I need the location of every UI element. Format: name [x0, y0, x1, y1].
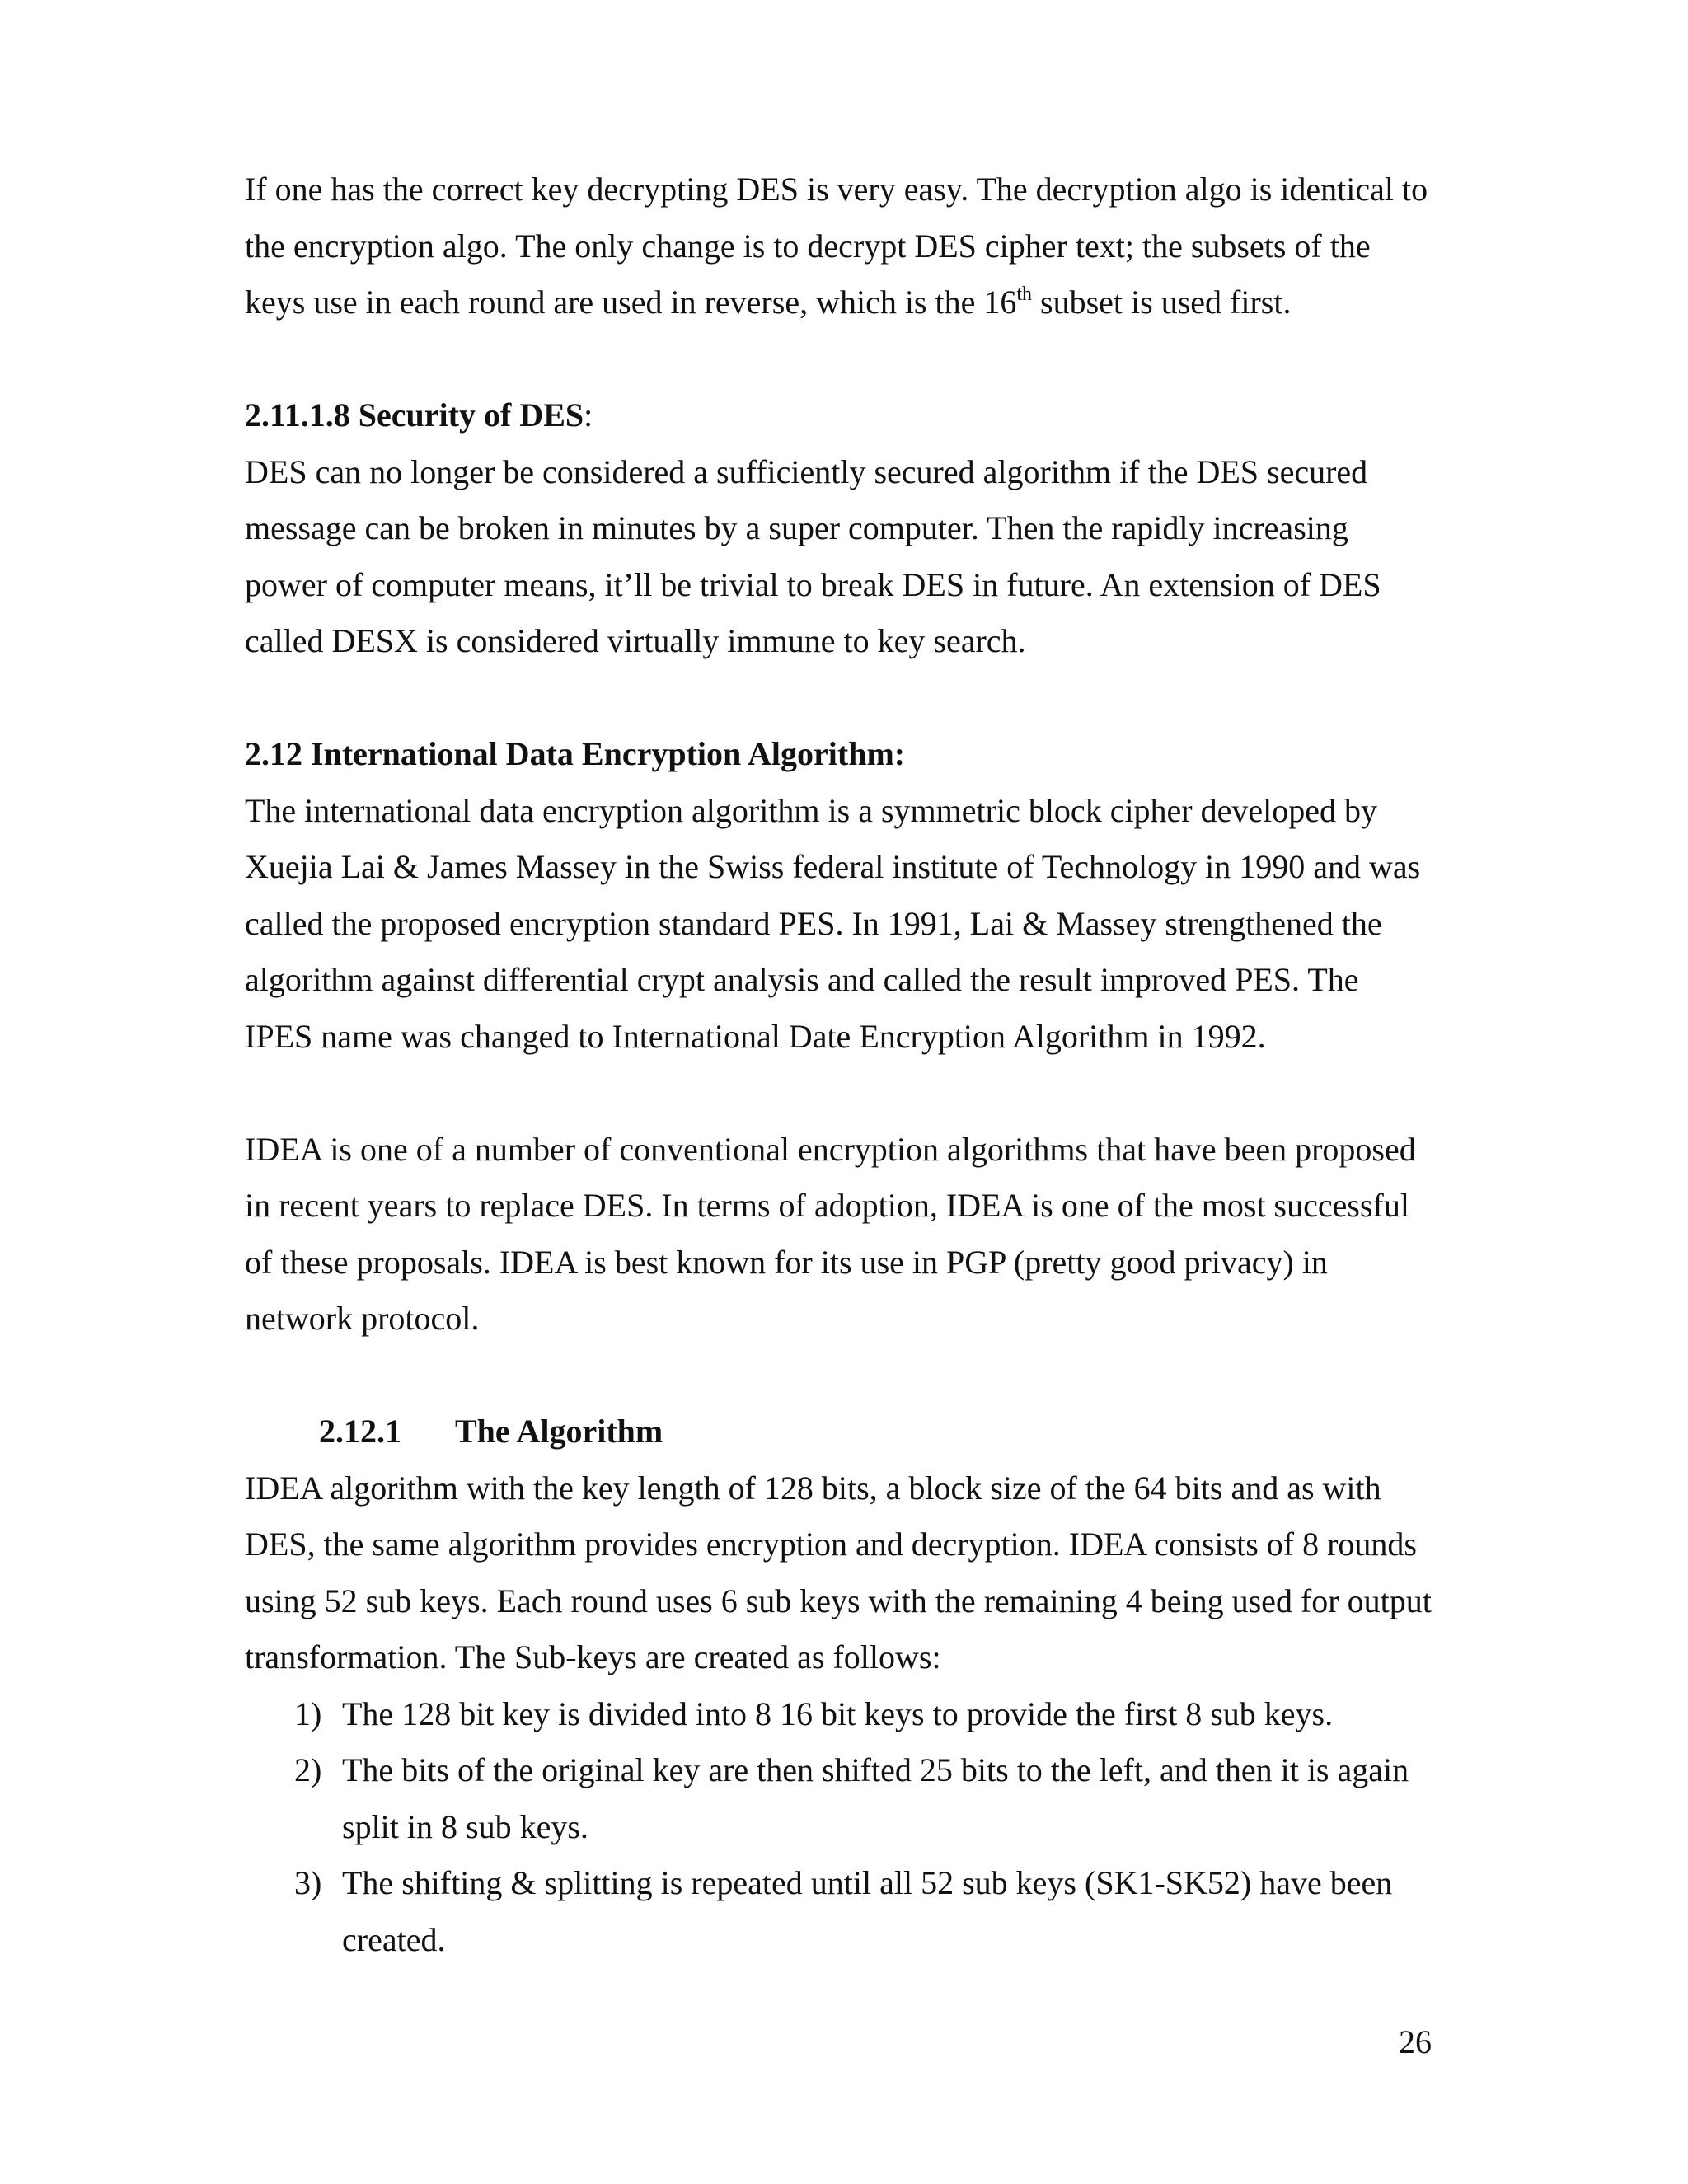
list-marker: 1): [294, 1694, 322, 1732]
list-marker: 2): [294, 1751, 322, 1788]
security-heading-colon: :: [584, 396, 593, 434]
security-heading-text: 2.11.1.8 Security of DES: [245, 396, 584, 434]
idea-heading: 2.12 International Data Encryption Algorithm:: [245, 735, 906, 772]
page-number: 26: [1399, 2023, 1432, 2060]
algorithm-heading-number: 2.12.1: [319, 1413, 401, 1450]
spacer: [245, 670, 1432, 727]
list-marker: 3): [294, 1864, 322, 1901]
spacer: [245, 1347, 1432, 1404]
list-item: [245, 1742, 1432, 1855]
list-item-text: The shifting & splitting is repeated until all 52 sub keys (SK1-SK52) have been created.: [342, 1864, 1393, 1958]
superscript-th: th: [1016, 284, 1033, 305]
security-heading: [245, 387, 1432, 444]
intro-text-end: subset is used first.: [1032, 284, 1292, 321]
security-paragraph: DES can no longer be considered a sufficiently secured algorithm if the DES secured message can be broken in minutes by a super computer. Then the rapidly increasing power of computer means, it’ll be trivial to break DES in future. An extension of DES called DESX is considered virtually immune to key search.: [245, 452, 1381, 659]
list-item: [245, 1855, 1432, 1968]
intro-text: If one has the correct key decrypting DES is very easy. The decryption algo is identical to the encryption algo. The only change is to decrypt DES cipher text; the subsets of the keys use in each round are used in reverse, which is the 16: [245, 171, 1428, 321]
list-item-text: The 128 bit key is divided into 8 16 bit keys to provide the first 8 sub keys.: [342, 1694, 1334, 1732]
algorithm-heading-title: The Algorithm: [455, 1413, 663, 1450]
idea-paragraph-1: The international data encryption algorithm is a symmetric block cipher developed by Xuejia Lai & James Massey in the Swiss federal institute of Technology in 1990 and was called the proposed encryption standard PES. In 1991, Lai & Massey strengthened the algorithm against differential crypt analysis and called the result improved PES. The IPES name was changed to International Date Encryption Algorithm in 1992.: [245, 791, 1421, 1055]
algorithm-heading: [245, 1404, 1432, 1460]
spacer: [245, 331, 1432, 388]
intro-paragraph: [245, 162, 1432, 331]
list-item-text: The bits of the original key are then shifted 25 bits to the left, and then it is again split in 8 sub keys.: [342, 1751, 1409, 1845]
list-item: [245, 1686, 1432, 1743]
algorithm-paragraph: IDEA algorithm with the key length of 128 bits, a block size of the 64 bits and as with DES, the same algorithm provides encryption and decryption. IDEA consists of 8 rounds using 52 sub keys. Each round uses 6 sub keys with the remaining 4 being used for output transformation. The Sub-keys are created as follows:: [245, 1469, 1432, 1675]
idea-paragraph-2: IDEA is one of a number of conventional encryption algorithms that have been proposed in recent years to replace DES. In terms of adoption, IDEA is one of the most successful of these proposals. IDEA is best known for its use in PGP (pretty good privacy) in network protocol.: [245, 1130, 1416, 1337]
spacer: [245, 1065, 1432, 1122]
subkey-steps-list: [245, 1686, 1432, 1969]
page-content: [245, 162, 1432, 1968]
